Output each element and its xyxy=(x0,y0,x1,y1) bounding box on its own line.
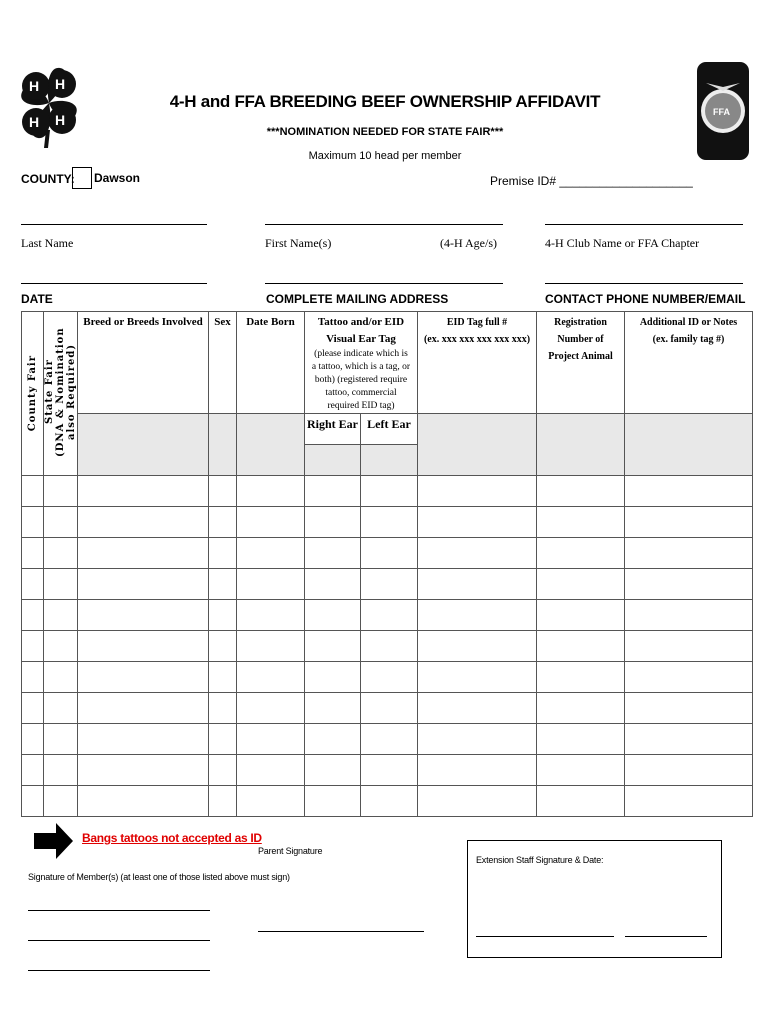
table-cell[interactable] xyxy=(418,631,537,662)
reg-line2: Number of xyxy=(557,334,604,345)
state-fair-line1: State Fair xyxy=(44,359,55,425)
table-cell[interactable] xyxy=(625,693,753,724)
table-cell[interactable] xyxy=(237,786,305,817)
table-cell[interactable] xyxy=(361,631,418,662)
svg-text:H: H xyxy=(55,112,66,128)
table-cell[interactable] xyxy=(22,662,44,693)
first-names-label: First Name(s) xyxy=(265,236,332,250)
table-cell[interactable] xyxy=(78,600,209,631)
table-cell[interactable] xyxy=(625,631,753,662)
table-row xyxy=(22,600,753,631)
table-row xyxy=(22,507,753,538)
table-cell[interactable] xyxy=(418,724,537,755)
table-row xyxy=(22,755,753,786)
table-cell[interactable] xyxy=(537,600,625,631)
table-cell[interactable] xyxy=(361,476,418,507)
table-cell[interactable] xyxy=(209,662,237,693)
table-row xyxy=(22,538,753,569)
table-cell[interactable] xyxy=(418,693,537,724)
page-subtitle: ***NOMINATION NEEDED FOR STATE FAIR*** xyxy=(266,126,504,138)
table-cell[interactable] xyxy=(22,476,44,507)
table-cell[interactable] xyxy=(418,569,537,600)
animal-table xyxy=(21,311,753,817)
reg-line1: Registration xyxy=(554,317,607,328)
table-cell[interactable] xyxy=(625,786,753,817)
table-cell[interactable] xyxy=(44,755,78,786)
table-cell[interactable] xyxy=(209,724,237,755)
table-cell[interactable] xyxy=(537,755,625,786)
table-cell[interactable] xyxy=(305,724,361,755)
table-cell[interactable] xyxy=(44,693,78,724)
table-cell[interactable] xyxy=(22,538,44,569)
first-name-line[interactable] xyxy=(265,224,503,225)
county-label: COUNTY: xyxy=(21,172,75,186)
county-fair-header: County Fair xyxy=(22,312,44,476)
right-ear-header: Right Ear xyxy=(305,414,361,445)
table-cell[interactable] xyxy=(305,476,361,507)
registration-header xyxy=(537,312,625,414)
table-row xyxy=(22,693,753,724)
member-signature-line-1[interactable] xyxy=(28,910,210,911)
add-line2: (ex. family tag #) xyxy=(652,334,725,345)
date-born-gray-cell xyxy=(237,414,305,476)
table-cell[interactable] xyxy=(78,631,209,662)
table-cell[interactable] xyxy=(209,476,237,507)
table-cell[interactable] xyxy=(361,600,418,631)
county-value: Dawson xyxy=(94,171,141,185)
table-cell[interactable] xyxy=(305,600,361,631)
table-row xyxy=(22,662,753,693)
table-cell[interactable] xyxy=(78,476,209,507)
table-cell[interactable] xyxy=(537,786,625,817)
table-cell[interactable] xyxy=(418,507,537,538)
table-row xyxy=(22,786,753,817)
table-cell[interactable] xyxy=(44,476,78,507)
tattoo-note: (please indicate which is a tattoo, which is a tag, or both) (registered require tattoo, commercial required EID tag) xyxy=(311,349,411,411)
state-fair-line3: also Required) xyxy=(66,343,77,441)
member-signature-label: Signature of Member(s) (at least one of those listed above must sign) xyxy=(28,872,290,882)
svg-text:H: H xyxy=(55,76,66,92)
additional-gray-cell xyxy=(625,414,753,476)
table-cell[interactable] xyxy=(22,631,44,662)
extension-signature-line[interactable] xyxy=(476,936,614,937)
table-cell[interactable] xyxy=(625,507,753,538)
table-cell[interactable] xyxy=(44,569,78,600)
table-cell[interactable] xyxy=(237,631,305,662)
state-fair-line2: (DNA & Nomination xyxy=(55,327,66,457)
table-cell[interactable] xyxy=(78,755,209,786)
table-cell[interactable] xyxy=(418,600,537,631)
table-cell[interactable] xyxy=(22,693,44,724)
table-cell[interactable] xyxy=(361,724,418,755)
registration-gray-cell xyxy=(537,414,625,476)
table-cell[interactable] xyxy=(237,600,305,631)
table-cell[interactable] xyxy=(361,507,418,538)
table-cell[interactable] xyxy=(22,569,44,600)
table-cell[interactable] xyxy=(361,755,418,786)
eid-line1: EID Tag full # xyxy=(446,317,508,328)
table-cell[interactable] xyxy=(625,476,753,507)
table-cell[interactable] xyxy=(78,786,209,817)
table-cell[interactable] xyxy=(22,724,44,755)
left-ear-header: Left Ear xyxy=(361,414,418,445)
table-cell[interactable] xyxy=(537,724,625,755)
table-cell[interactable] xyxy=(78,693,209,724)
table-cell[interactable] xyxy=(78,662,209,693)
member-signature-line-2[interactable] xyxy=(28,940,210,941)
sex-gray-cell xyxy=(209,414,237,476)
table-cell[interactable] xyxy=(418,538,537,569)
table-cell[interactable] xyxy=(625,600,753,631)
table-cell[interactable] xyxy=(209,600,237,631)
table-cell[interactable] xyxy=(44,662,78,693)
table-cell[interactable] xyxy=(237,569,305,600)
table-cell[interactable] xyxy=(44,786,78,817)
last-name-label: Last Name xyxy=(21,236,74,250)
table-row xyxy=(22,476,753,507)
table-cell[interactable] xyxy=(418,476,537,507)
page-title: 4-H and FFA BREEDING BEEF OWNERSHIP AFFIDAVIT xyxy=(169,92,601,111)
table-cell[interactable] xyxy=(44,507,78,538)
table-cell[interactable] xyxy=(537,693,625,724)
table-cell[interactable] xyxy=(625,569,753,600)
table-cell[interactable] xyxy=(209,693,237,724)
club-line[interactable] xyxy=(545,224,743,225)
table-cell[interactable] xyxy=(418,662,537,693)
table-cell[interactable] xyxy=(237,724,305,755)
table-cell[interactable] xyxy=(418,755,537,786)
table-cell[interactable] xyxy=(44,724,78,755)
table-cell[interactable] xyxy=(209,755,237,786)
table-cell[interactable] xyxy=(537,569,625,600)
table-cell[interactable] xyxy=(22,507,44,538)
table-cell[interactable] xyxy=(22,600,44,631)
table-cell[interactable] xyxy=(209,538,237,569)
table-cell[interactable] xyxy=(209,631,237,662)
table-cell[interactable] xyxy=(305,786,361,817)
table-cell[interactable] xyxy=(361,662,418,693)
table-cell[interactable] xyxy=(305,569,361,600)
extension-signature-label: Extension Staff Signature & Date: xyxy=(476,855,604,865)
table-row xyxy=(22,569,753,600)
table-cell[interactable] xyxy=(78,507,209,538)
table-cell[interactable] xyxy=(44,538,78,569)
county-checkbox[interactable] xyxy=(72,167,92,189)
left-ear-gray-cell xyxy=(361,445,418,476)
tattoo-line2: Visual Ear Tag xyxy=(326,333,396,345)
table-cell[interactable] xyxy=(305,538,361,569)
table-cell[interactable] xyxy=(537,662,625,693)
club-label: 4-H Club Name or FFA Chapter xyxy=(545,236,700,250)
svg-text:H: H xyxy=(29,78,40,94)
last-name-line[interactable] xyxy=(21,224,207,225)
table-cell[interactable] xyxy=(44,631,78,662)
table-cell[interactable] xyxy=(625,755,753,786)
ffa-emblem-text: FFA xyxy=(713,107,730,117)
member-signature-line-3[interactable] xyxy=(28,970,210,971)
table-row xyxy=(22,631,753,662)
table-cell[interactable] xyxy=(361,693,418,724)
sex-header: Sex xyxy=(209,312,237,414)
table-cell[interactable] xyxy=(44,600,78,631)
table-cell[interactable] xyxy=(209,507,237,538)
extension-date-line[interactable] xyxy=(625,936,707,937)
parent-signature-label: Parent Signature xyxy=(258,846,323,856)
eid-header xyxy=(418,312,537,414)
age-label: (4-H Age/s) xyxy=(440,236,497,250)
tattoo-line1: Tattoo and/or EID xyxy=(317,316,405,328)
breed-header: Breed or Breeds Involved xyxy=(78,312,209,414)
table-cell[interactable] xyxy=(305,507,361,538)
right-ear-gray-cell xyxy=(305,445,361,476)
contact-line[interactable] xyxy=(545,283,743,284)
table-cell[interactable] xyxy=(537,538,625,569)
address-line[interactable] xyxy=(265,283,503,284)
date-label: DATE xyxy=(21,292,53,306)
table-cell[interactable] xyxy=(361,538,418,569)
table-cell[interactable] xyxy=(237,507,305,538)
additional-id-header xyxy=(625,312,753,414)
table-cell[interactable] xyxy=(78,569,209,600)
tattoo-header xyxy=(305,312,418,414)
parent-signature-line[interactable] xyxy=(258,931,424,932)
max-head-note: Maximum 10 head per member xyxy=(308,150,462,162)
table-cell[interactable] xyxy=(78,538,209,569)
table-cell[interactable] xyxy=(305,631,361,662)
table-cell[interactable] xyxy=(22,755,44,786)
table-cell[interactable] xyxy=(418,786,537,817)
svg-text:H: H xyxy=(29,114,40,130)
breed-gray-cell xyxy=(78,414,209,476)
table-cell[interactable] xyxy=(305,755,361,786)
state-fair-header xyxy=(44,312,78,476)
table-cell[interactable] xyxy=(209,786,237,817)
table-cell[interactable] xyxy=(305,662,361,693)
table-cell[interactable] xyxy=(625,538,753,569)
eid-line2: (ex. xxx xxx xxx xxx xxx) xyxy=(423,334,531,345)
table-cell[interactable] xyxy=(209,569,237,600)
add-line1: Additional ID or Notes xyxy=(639,317,738,328)
date-born-header: Date Born xyxy=(237,312,305,414)
bangs-warning: Bangs tattoos not accepted as ID xyxy=(82,831,262,845)
contact-label: CONTACT PHONE NUMBER/EMAIL xyxy=(545,292,746,306)
table-cell[interactable] xyxy=(237,538,305,569)
table-cell[interactable] xyxy=(22,786,44,817)
date-line[interactable] xyxy=(21,283,207,284)
table-cell[interactable] xyxy=(361,569,418,600)
table-cell[interactable] xyxy=(237,693,305,724)
table-row xyxy=(22,724,753,755)
table-cell[interactable] xyxy=(237,755,305,786)
address-label: COMPLETE MAILING ADDRESS xyxy=(266,292,449,306)
extension-signature-box xyxy=(467,840,722,958)
table-cell[interactable] xyxy=(78,724,209,755)
table-cell[interactable] xyxy=(537,631,625,662)
reg-line3: Project Animal xyxy=(548,351,613,362)
table-cell[interactable] xyxy=(537,507,625,538)
table-cell[interactable] xyxy=(625,724,753,755)
eid-gray-cell xyxy=(418,414,537,476)
premise-id-field[interactable]: Premise ID# ____________________ xyxy=(490,174,693,188)
arrow-right-icon xyxy=(34,822,74,865)
table-cell[interactable] xyxy=(361,786,418,817)
table-cell[interactable] xyxy=(537,476,625,507)
table-cell[interactable] xyxy=(237,662,305,693)
table-cell[interactable] xyxy=(305,693,361,724)
table-cell[interactable] xyxy=(625,662,753,693)
table-cell[interactable] xyxy=(237,476,305,507)
